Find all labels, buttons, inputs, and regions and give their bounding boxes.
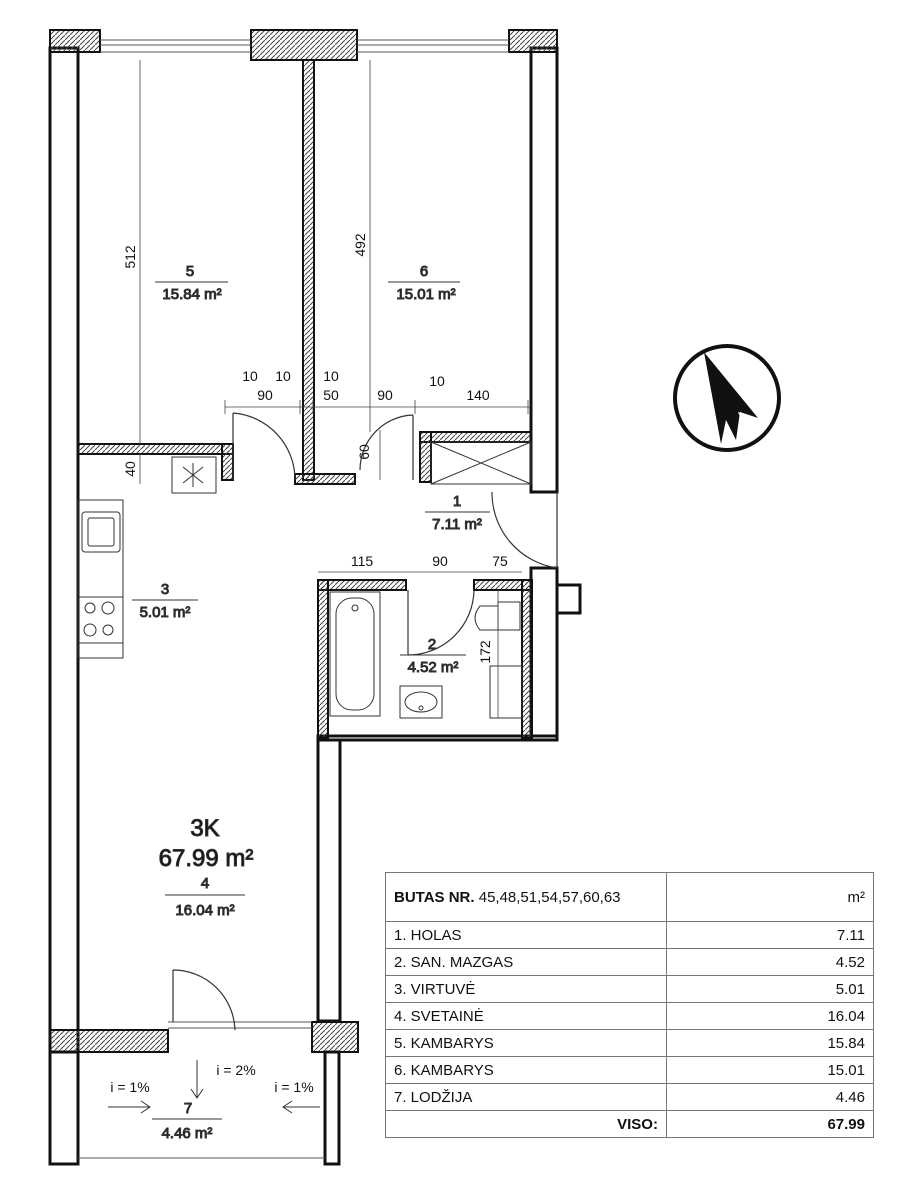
kitchen-counter: [78, 500, 123, 658]
toilet-icon: [475, 602, 520, 630]
stove-icon: [78, 597, 123, 643]
row-name: 3. VIRTUVĖ: [386, 976, 667, 1003]
slope-arrow-center: [191, 1060, 203, 1098]
area-table: [385, 872, 874, 1138]
dim-40: 40: [122, 461, 138, 477]
bath-right-wall: [522, 580, 532, 738]
row-name: 7. LODŽIJA: [386, 1084, 667, 1111]
room-7-area: 4.46 m²: [161, 1125, 213, 1142]
dim-bath-172: 172: [477, 640, 493, 664]
corridor-wall: [318, 736, 340, 1021]
pillar-top-center: [251, 30, 357, 60]
door-loggia: [173, 970, 235, 1030]
room-3-number: 3: [160, 581, 170, 598]
row-value: 16.04: [666, 1003, 873, 1030]
partition-center-bottom: [295, 474, 355, 484]
loggia-left-post: [50, 1052, 78, 1164]
sink-icon: [400, 686, 442, 718]
loggia-wall-right: [312, 1022, 358, 1052]
total-row: [386, 1111, 874, 1138]
area-table-header: [386, 873, 874, 922]
table-row: [386, 949, 874, 976]
table-row: [386, 1057, 874, 1084]
room-2-area: 4.52 m²: [407, 659, 459, 676]
partition-room6-stub: [420, 432, 431, 482]
room-3-area: 5.01 m²: [139, 604, 191, 621]
row-value: 15.01: [666, 1057, 873, 1084]
dim-10-d: 10: [429, 373, 445, 389]
dim-room6-depth: 492: [352, 233, 368, 257]
row-name: 1. HOLAS: [386, 922, 667, 949]
room-2-number: 2: [427, 636, 437, 653]
row-value: 7.11: [666, 922, 873, 949]
row-name: 4. SVETAINĖ: [386, 1003, 667, 1030]
room-6-number: 6: [419, 263, 429, 280]
kitchen-sink-icon: [82, 512, 120, 552]
table-row: [386, 922, 874, 949]
loggia-slopes: [108, 1060, 320, 1113]
loggia-right-post: [325, 1052, 339, 1164]
slope-left: i = 1%: [110, 1079, 150, 1095]
dim-90-b: 90: [377, 387, 393, 403]
dim-10-a: 10: [242, 368, 258, 384]
unit-header: m²: [666, 873, 873, 922]
row-name: 5. KAMBARYS: [386, 1030, 667, 1057]
partition-room5-bottom: [78, 444, 233, 454]
apartment-type: 3K: [190, 815, 220, 842]
row-value: 15.84: [666, 1030, 873, 1057]
row-value: 4.46: [666, 1084, 873, 1111]
bath-top-left-wall: [318, 580, 406, 590]
right-bath-wall: [531, 568, 557, 738]
washer-spot: [490, 666, 522, 718]
right-outer-wall: [531, 48, 557, 492]
room-4-area: 16.04 m²: [175, 902, 235, 919]
room-6-area: 15.01 m²: [396, 286, 456, 303]
dim-10-b: 10: [275, 368, 291, 384]
partition-room6-bottom: [420, 432, 531, 442]
row-name: 6. KAMBARYS: [386, 1057, 667, 1084]
table-row: [386, 1003, 874, 1030]
table-row: [386, 1030, 874, 1057]
bath-left-wall: [318, 580, 328, 738]
slope-right: i = 1%: [274, 1079, 314, 1095]
total-value: 67.99: [666, 1111, 873, 1138]
partition-room5-stub: [222, 444, 233, 480]
pillar-top-right: [509, 30, 557, 52]
slope-arrow-left: [108, 1101, 150, 1113]
apartment-total-area: 67.99 m²: [158, 845, 254, 872]
room-1-number: 1: [452, 493, 462, 510]
row-name: 2. SAN. MAZGAS: [386, 949, 667, 976]
vent-fan-icon: [172, 457, 216, 493]
bathtub-icon: [330, 592, 380, 716]
partition-rooms-5-6: [303, 60, 314, 480]
apartment-label: BUTAS NR.: [394, 888, 475, 906]
dim-90-a: 90: [257, 387, 273, 403]
dim-10-c: 10: [323, 368, 339, 384]
dim-60: 60: [356, 444, 372, 460]
dim-bath-90: 90: [432, 553, 448, 569]
north-arrow-icon: [675, 346, 779, 450]
dim-50: 50: [323, 387, 339, 403]
room-5-number: 5: [185, 263, 195, 280]
pillar-top-left: [50, 30, 100, 52]
dim-140: 140: [466, 387, 490, 403]
room-7-number: 7: [183, 1100, 193, 1117]
apartment-list: 45,48,51,54,57,60,63: [474, 888, 621, 906]
room-5-area: 15.84 m²: [162, 286, 222, 303]
door-room5: [233, 413, 295, 480]
apartment-numbers: [386, 873, 667, 922]
table-row: [386, 1084, 874, 1111]
dim-bath-115: 115: [350, 553, 374, 569]
kitchen-fixtures: [78, 457, 216, 658]
row-value: 5.01: [666, 976, 873, 1003]
dim-bath-75: 75: [492, 553, 508, 569]
total-label: VISO:: [386, 1111, 667, 1138]
slope-center: i = 2%: [216, 1062, 256, 1078]
table-row: [386, 976, 874, 1003]
slope-arrow-right: [283, 1101, 320, 1113]
dim-room5-depth: 512: [122, 245, 138, 269]
right-bath-nib: [557, 585, 580, 613]
row-value: 4.52: [666, 949, 873, 976]
door-bathroom: [408, 590, 474, 655]
loggia-wall-left: [50, 1030, 168, 1052]
left-outer-wall: [50, 48, 78, 1093]
closet: [431, 442, 531, 484]
room-1-area: 7.11 m²: [432, 516, 482, 533]
room-4-number: 4: [200, 875, 210, 892]
